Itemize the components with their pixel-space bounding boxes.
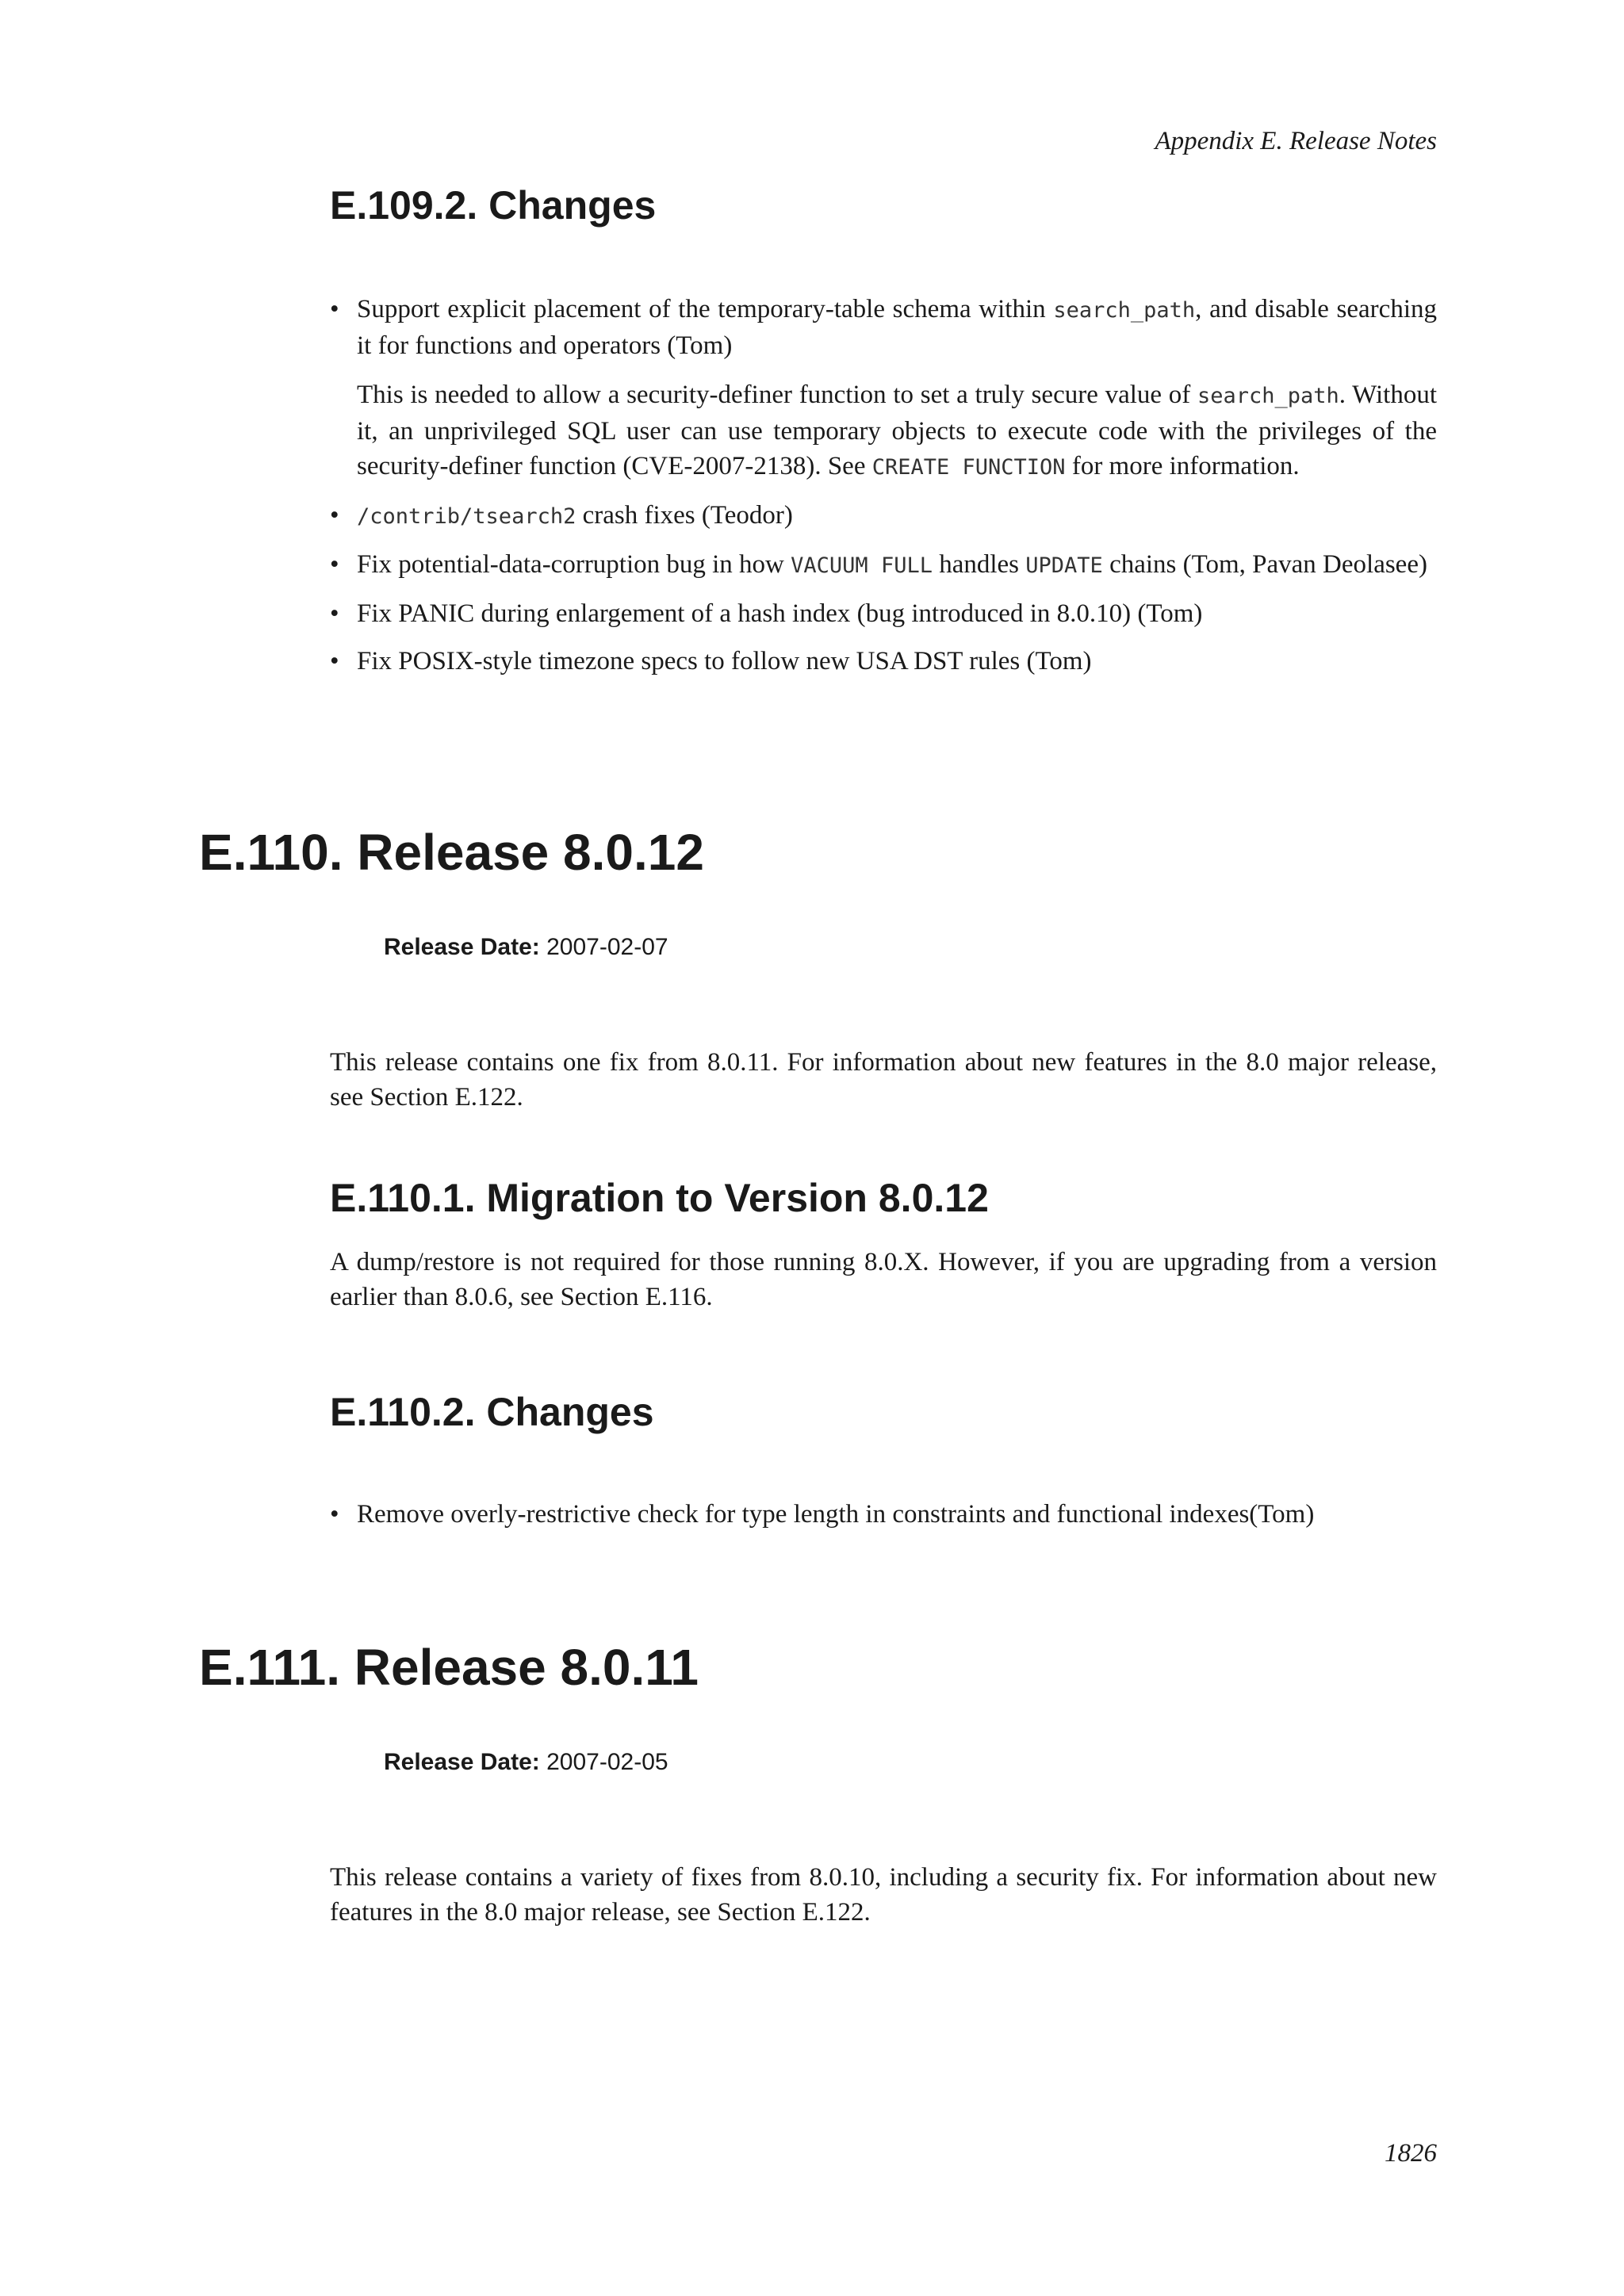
bullet-icon: •: [330, 550, 339, 579]
changes-list-e110-2: [330, 1497, 1437, 1532]
section-heading-e110: E.110. Release 8.0.12: [199, 824, 704, 881]
code-create-function: CREATE FUNCTION: [871, 455, 1066, 480]
list-item: • Fix POSIX-style timezone specs to follow new USA DST rules (Tom): [330, 644, 1437, 679]
release-date: [384, 1749, 668, 1776]
code-search-path: search_path: [1197, 384, 1339, 408]
list-item: • Fix PANIC during enlargement of a hash index (bug introduced in 8.0.10) (Tom): [330, 596, 1437, 631]
running-header: Appendix E. Release Notes: [1155, 127, 1437, 155]
list-item-detail: This is needed to allow a security-definer function to set a truly secure value of search_path. Without it, an unprivileged SQL user can use temporary objects to execute code with the privileges of the security-definer function (CVE-2007-2138). See CREATE FUNCTION for more information.: [357, 381, 1437, 480]
list-item: • Remove overly-restrictive check for type length in constraints and functional indexes(Tom): [330, 1497, 1437, 1532]
release-intro-e111: This release contains a variety of fixes from 8.0.10, including a security fix. For information about new features in the 8.0 major release, see Section E.122.: [330, 1863, 1437, 1927]
bullet-icon: •: [330, 647, 339, 675]
section-heading-e111: E.111. Release 8.0.11: [199, 1639, 699, 1696]
bullet-icon: •: [330, 1500, 339, 1529]
list-item: • /contrib/tsearch2 crash fixes (Teodor): [330, 498, 1437, 534]
migration-text-e110: A dump/restore is not required for those running 8.0.X. However, if you are upgrading from a version earlier than 8.0.6, see Section E.116.: [330, 1248, 1437, 1311]
release-date-label: Release Date:: [384, 934, 540, 960]
code-update: UPDATE: [1025, 553, 1103, 578]
list-item: • Fix potential-data-corruption bug in how VACUUM FULL handles UPDATE chains (Tom, Pavan Deolasee): [330, 547, 1437, 584]
page-number: 1826: [1385, 2139, 1437, 2168]
section-heading-e110-1: E.110.1. Migration to Version 8.0.12: [330, 1176, 989, 1220]
release-date-value: 2007-02-05: [546, 1749, 668, 1775]
release-intro-e110: This release contains one fix from 8.0.11. For information about new features in the 8.0 major release, see Section E.122.: [330, 1048, 1437, 1112]
section-heading-e110-2: E.110.2. Changes: [330, 1390, 654, 1434]
bullet-icon: •: [330, 599, 339, 628]
bullet-icon: •: [330, 295, 339, 323]
release-date: [384, 934, 668, 961]
release-date-value: 2007-02-07: [546, 934, 668, 960]
changes-list-e109-2: [330, 292, 1437, 679]
code-search-path: search_path: [1053, 298, 1196, 323]
list-item: • Support explicit placement of the temporary-table schema within search_path, and disable searching it for functions and operators (Tom) This is needed to allow a security-definer function to set a truly secure value of search_path. Without it, an unprivileged SQL user can use temporary objects to execute code with the privileges of the security-definer function (CVE-2007-2138). See CREATE FUNCTION for more information.: [330, 292, 1437, 485]
code-vacuum-full: VACUUM FULL: [791, 553, 933, 578]
code-contrib-tsearch2: /contrib/tsearch2: [357, 504, 576, 529]
bullet-icon: •: [330, 501, 339, 530]
section-heading-e109-2: E.109.2. Changes: [330, 183, 657, 228]
release-date-label: Release Date:: [384, 1749, 540, 1775]
